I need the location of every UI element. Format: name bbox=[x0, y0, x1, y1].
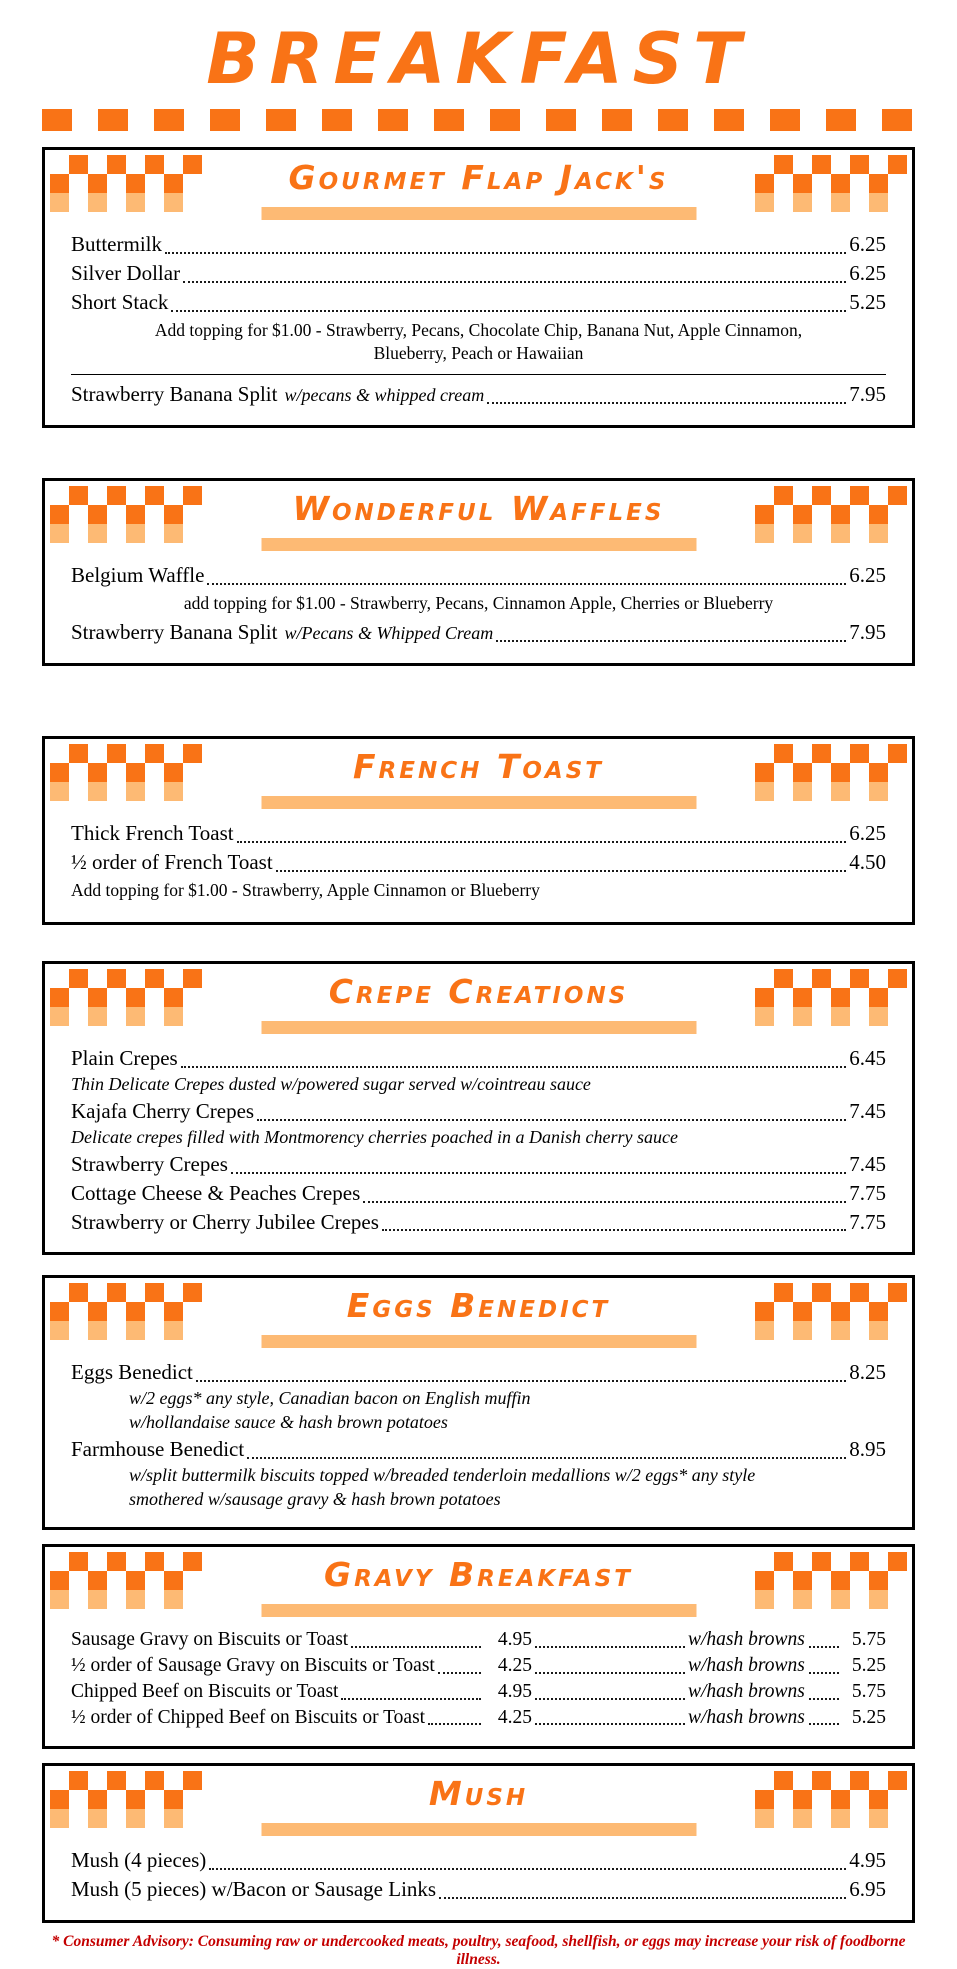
hash-browns-label: w/hash browns bbox=[688, 1655, 805, 1677]
item-price: 4.95 bbox=[849, 1848, 886, 1873]
dot-leader bbox=[535, 1723, 685, 1725]
item-price: 6.25 bbox=[849, 562, 886, 587]
dot-leader bbox=[171, 310, 846, 312]
section-title-underline bbox=[261, 538, 696, 551]
section-title-underline bbox=[261, 1335, 696, 1348]
checker-dark-rows bbox=[50, 1771, 202, 1809]
menu-sections bbox=[42, 147, 915, 1923]
section-crepes bbox=[42, 961, 915, 1255]
item-description: smothered w/sausage gravy & hash brown potatoes bbox=[129, 1488, 501, 1509]
checker-light-row bbox=[755, 193, 907, 212]
checkerboard-right bbox=[755, 969, 907, 1026]
checkerboard-left bbox=[50, 1771, 202, 1828]
item-price: 5.25 bbox=[849, 290, 886, 315]
checkerboard-right bbox=[755, 486, 907, 543]
item-name: Mush (5 pieces) w/Bacon or Sausage Links bbox=[71, 1877, 437, 1902]
dot-leader bbox=[809, 1646, 839, 1648]
checkerboard-left bbox=[50, 1283, 202, 1340]
dot-leader bbox=[209, 1868, 846, 1870]
item-price: 7.75 bbox=[849, 1209, 886, 1234]
section-eggs-benedict bbox=[42, 1275, 915, 1530]
checkerboard-left bbox=[50, 744, 202, 801]
item-price: 4.25 bbox=[497, 1655, 532, 1677]
checkerboard-left bbox=[50, 486, 202, 543]
checker-light-row bbox=[755, 524, 907, 543]
checker-dark-rows bbox=[755, 969, 907, 1007]
checker-dark-rows bbox=[50, 969, 202, 1007]
menu-item-row bbox=[71, 1179, 886, 1208]
menu-item-row bbox=[71, 1044, 886, 1073]
item-name: Buttermilk bbox=[71, 232, 162, 257]
item-name: Silver Dollar bbox=[71, 261, 181, 286]
dot-leader bbox=[165, 252, 846, 254]
checkerboard-left bbox=[50, 969, 202, 1026]
dot-leader bbox=[438, 1672, 481, 1674]
item-price: 6.25 bbox=[849, 261, 886, 286]
section-title: Gravy Breakfast bbox=[324, 1555, 633, 1595]
item-name: Chipped Beef on Biscuits or Toast bbox=[71, 1680, 339, 1702]
item-description: w/hollandaise sauce & hash brown potatoes bbox=[129, 1412, 448, 1433]
checkerboard-right bbox=[755, 155, 907, 212]
topping-note: Add topping for $1.00 - Strawberry, Apple Cinnamon or Blueberry bbox=[71, 880, 540, 901]
item-name: ½ order of Sausage Gravy on Biscuits or Toast bbox=[71, 1655, 435, 1677]
menu-item-row bbox=[71, 1627, 886, 1653]
section-items bbox=[45, 228, 912, 424]
dot-leader bbox=[535, 1646, 685, 1648]
dot-leader bbox=[183, 281, 846, 283]
section-mush bbox=[42, 1763, 915, 1923]
dot-leader bbox=[181, 1066, 847, 1068]
item-name: Kajafa Cherry Crepes bbox=[71, 1098, 255, 1123]
menu-item-row bbox=[71, 1208, 886, 1237]
section-items bbox=[45, 817, 912, 922]
section-title: Gourmet Flap Jack's bbox=[288, 158, 669, 198]
section-french-toast bbox=[42, 736, 915, 925]
item-name: Strawberry Banana Split w/pecans & whipped cream bbox=[71, 381, 485, 406]
item-price: 8.25 bbox=[849, 1360, 886, 1385]
checker-band bbox=[42, 109, 915, 131]
topping-note: add topping for $1.00 - Strawberry, Pecans, Cinnamon Apple, Cherries or Blueberry bbox=[183, 592, 774, 613]
section-header bbox=[45, 1547, 912, 1625]
menu-item-row bbox=[71, 1097, 886, 1126]
checker-dark-rows bbox=[50, 155, 202, 193]
checker-dark-rows bbox=[50, 1283, 202, 1321]
dot-leader bbox=[341, 1698, 481, 1700]
checker-light-row bbox=[755, 1809, 907, 1828]
menu-item-row bbox=[71, 288, 886, 317]
checkerboard-right bbox=[755, 1771, 907, 1828]
section-header bbox=[45, 1278, 912, 1356]
item-price-with-hashbrowns: 5.25 bbox=[851, 1706, 886, 1728]
item-name: Sausage Gravy on Biscuits or Toast bbox=[71, 1629, 349, 1651]
dot-leader bbox=[247, 1457, 846, 1459]
section-items bbox=[45, 1042, 912, 1252]
dot-leader bbox=[428, 1723, 481, 1725]
dot-leader bbox=[535, 1672, 685, 1674]
item-price-with-hashbrowns: 5.75 bbox=[851, 1629, 886, 1651]
menu-item-row bbox=[71, 259, 886, 288]
item-name: Belgium Waffle bbox=[71, 562, 205, 587]
item-price: 4.25 bbox=[497, 1706, 532, 1728]
checker-light-row bbox=[755, 1590, 907, 1609]
item-name: ½ order of Chipped Beef on Biscuits or Toast bbox=[71, 1706, 426, 1728]
section-header bbox=[45, 739, 912, 817]
dot-leader bbox=[237, 841, 847, 843]
section-items bbox=[45, 559, 912, 664]
item-price: 6.45 bbox=[849, 1046, 886, 1071]
menu-item-row bbox=[71, 230, 886, 259]
checker-light-row bbox=[50, 524, 202, 543]
section-items bbox=[45, 1625, 912, 1746]
hash-browns-label: w/hash browns bbox=[688, 1680, 805, 1702]
dot-leader bbox=[363, 1201, 846, 1203]
dot-leader bbox=[257, 1119, 846, 1121]
item-price: 7.45 bbox=[849, 1098, 886, 1123]
checker-dark-rows bbox=[755, 744, 907, 782]
section-flapjacks bbox=[42, 147, 915, 427]
item-price: 6.25 bbox=[849, 821, 886, 846]
consumer-advisory: * Consumer Advisory: Consuming raw or undercooked meats, poultry, seafood, shellfish, or eggs may increase your risk of foodborne illness. bbox=[51, 1933, 906, 1969]
section-title: Mush bbox=[428, 1774, 529, 1814]
section-header bbox=[45, 1766, 912, 1844]
section-title: Wonderful Waffles bbox=[292, 488, 665, 528]
checker-dark-rows bbox=[755, 1552, 907, 1590]
checker-dark-rows bbox=[755, 155, 907, 193]
item-name: Short Stack bbox=[71, 290, 169, 315]
checker-light-row bbox=[50, 782, 202, 801]
item-price: 6.25 bbox=[849, 232, 886, 257]
item-price: 7.75 bbox=[849, 1180, 886, 1205]
menu-item-row bbox=[71, 1653, 886, 1679]
item-description: Delicate crepes filled with Montmorency cherries poached in a Danish cherry sauce bbox=[71, 1126, 679, 1147]
dot-leader bbox=[487, 402, 846, 404]
checkerboard-right bbox=[755, 1552, 907, 1609]
checkerboard-right bbox=[755, 744, 907, 801]
section-items bbox=[45, 1356, 912, 1527]
dot-leader bbox=[207, 583, 846, 585]
section-title-underline bbox=[261, 1823, 696, 1836]
item-price: 6.95 bbox=[849, 1877, 886, 1902]
checker-light-row bbox=[50, 1809, 202, 1828]
dot-leader bbox=[496, 640, 846, 642]
checker-dark-rows bbox=[50, 744, 202, 782]
checkerboard-left bbox=[50, 1552, 202, 1609]
checker-dark-rows bbox=[50, 486, 202, 524]
section-header bbox=[45, 964, 912, 1042]
menu-item-row bbox=[71, 1846, 886, 1875]
item-name: Eggs Benedict bbox=[71, 1360, 193, 1385]
checker-light-row bbox=[755, 1007, 907, 1026]
section-gravy bbox=[42, 1544, 915, 1749]
divider-line bbox=[71, 374, 886, 375]
dot-leader bbox=[196, 1380, 846, 1382]
section-title: Eggs Benedict bbox=[346, 1286, 611, 1326]
dot-leader bbox=[351, 1646, 481, 1648]
menu-item-row bbox=[71, 1679, 886, 1705]
dot-leader bbox=[809, 1723, 839, 1725]
section-header bbox=[45, 481, 912, 559]
checker-dark-rows bbox=[755, 1771, 907, 1809]
checker-light-row bbox=[50, 1590, 202, 1609]
topping-note: Add topping for $1.00 - Strawberry, Pecans, Chocolate Chip, Banana Nut, Apple Cinnamon, Blueberry, Peach or Hawaiian bbox=[154, 320, 803, 364]
dot-leader bbox=[535, 1698, 685, 1700]
item-description: w/2 eggs* any style, Canadian bacon on English muffin bbox=[129, 1388, 531, 1409]
dot-leader bbox=[231, 1172, 846, 1174]
checker-dark-rows bbox=[755, 1283, 907, 1321]
section-title: French Toast bbox=[353, 747, 604, 787]
dot-leader bbox=[809, 1698, 839, 1700]
checker-light-row bbox=[755, 1321, 907, 1340]
checker-light-row bbox=[50, 193, 202, 212]
item-price-with-hashbrowns: 5.75 bbox=[851, 1680, 886, 1702]
section-title-underline bbox=[261, 796, 696, 809]
menu-item-row bbox=[71, 380, 886, 409]
item-price: 4.95 bbox=[497, 1680, 532, 1702]
menu-item-row bbox=[71, 618, 886, 647]
menu-item-row bbox=[71, 848, 886, 877]
item-name: Cottage Cheese & Peaches Crepes bbox=[71, 1180, 361, 1205]
menu-item-row bbox=[71, 1705, 886, 1731]
page-title: BREAKFAST bbox=[206, 18, 751, 100]
item-price-with-hashbrowns: 5.25 bbox=[851, 1655, 886, 1677]
checker-dark-rows bbox=[50, 1552, 202, 1590]
item-name: Strawberry Banana Split w/Pecans & Whipped Cream bbox=[71, 620, 494, 645]
item-description: w/split buttermilk biscuits topped w/breaded tenderloin medallions w/2 eggs* any style bbox=[129, 1464, 756, 1485]
item-name: Thick French Toast bbox=[71, 821, 234, 846]
item-price: 8.95 bbox=[849, 1436, 886, 1461]
menu-item-row bbox=[71, 819, 886, 848]
item-description: Thin Delicate Crepes dusted w/powered sugar served w/cointreau sauce bbox=[71, 1074, 591, 1095]
dot-leader bbox=[809, 1672, 839, 1674]
menu-item-row bbox=[71, 1150, 886, 1179]
dot-leader bbox=[276, 870, 847, 872]
item-name: Mush (4 pieces) bbox=[71, 1848, 207, 1873]
checkerboard-right bbox=[755, 1283, 907, 1340]
section-title-underline bbox=[261, 1604, 696, 1617]
checker-light-row bbox=[755, 782, 907, 801]
menu-item-row bbox=[71, 1875, 886, 1904]
section-title: Crepe Creations bbox=[328, 972, 629, 1012]
item-name: Farmhouse Benedict bbox=[71, 1436, 245, 1461]
hash-browns-label: w/hash browns bbox=[688, 1629, 805, 1651]
menu-item-row bbox=[71, 561, 886, 590]
item-name: ½ order of French Toast bbox=[71, 850, 273, 875]
item-name: Strawberry Crepes bbox=[71, 1151, 228, 1176]
section-items bbox=[45, 1844, 912, 1920]
menu-item-row bbox=[71, 1435, 886, 1464]
checker-light-row bbox=[50, 1007, 202, 1026]
section-header bbox=[45, 150, 912, 228]
dot-leader bbox=[439, 1897, 846, 1899]
section-title-underline bbox=[261, 207, 696, 220]
dot-leader bbox=[382, 1229, 846, 1231]
item-name-note: w/Pecans & Whipped Cream bbox=[284, 623, 494, 644]
item-price: 4.95 bbox=[497, 1629, 532, 1651]
item-price: 7.95 bbox=[849, 620, 886, 645]
item-name: Strawberry or Cherry Jubilee Crepes bbox=[71, 1209, 379, 1234]
checker-light-row bbox=[50, 1321, 202, 1340]
checkerboard-left bbox=[50, 155, 202, 212]
item-name: Plain Crepes bbox=[71, 1046, 178, 1071]
item-price: 7.95 bbox=[849, 381, 886, 406]
item-price: 4.50 bbox=[849, 850, 886, 875]
item-price: 7.45 bbox=[849, 1151, 886, 1176]
section-title-underline bbox=[261, 1021, 696, 1034]
section-waffles bbox=[42, 478, 915, 667]
item-name-note: w/pecans & whipped cream bbox=[284, 384, 485, 405]
checker-dark-rows bbox=[755, 486, 907, 524]
menu-item-row bbox=[71, 1358, 886, 1387]
hash-browns-label: w/hash browns bbox=[688, 1706, 805, 1728]
